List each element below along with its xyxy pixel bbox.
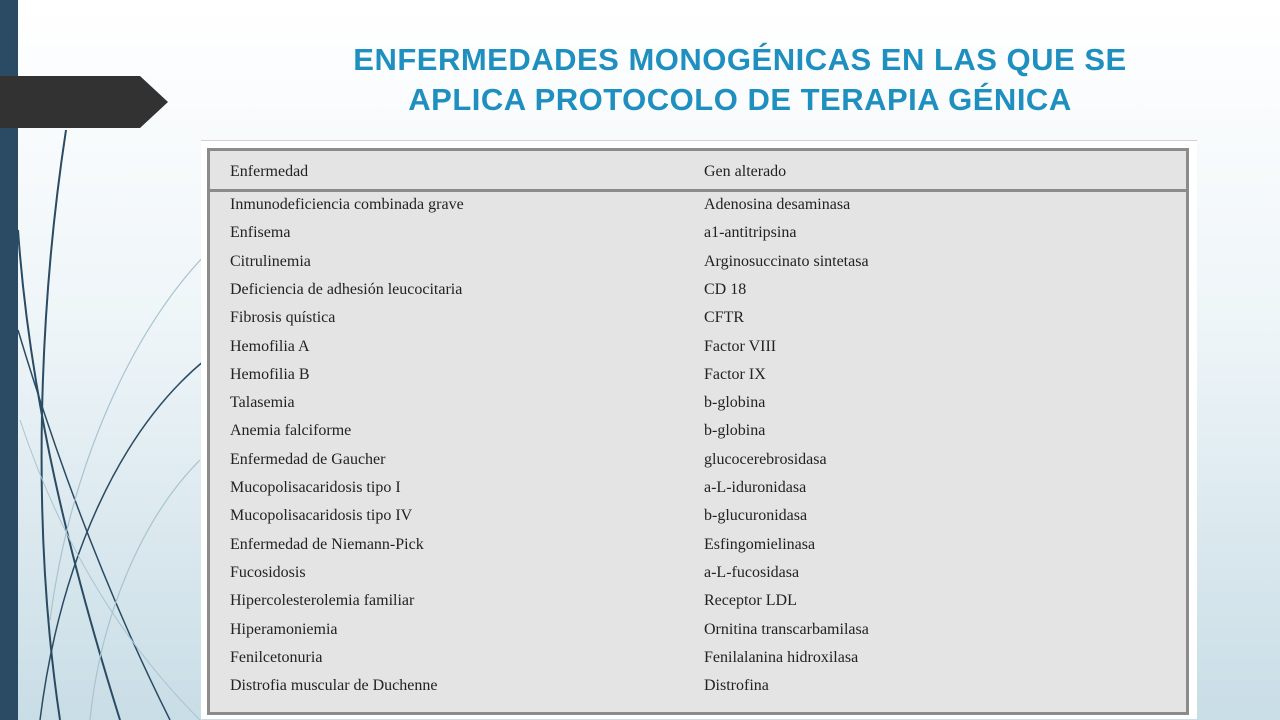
deco-line (42, 130, 66, 720)
gene-cell: Arginosuccinato sintetasa (704, 252, 869, 270)
disease-cell: Inmunodeficiencia combinada grave (230, 196, 464, 213)
gene-cell: Ornitina transcarbamilasa (704, 620, 869, 638)
disease-cell: Hemofilia A (230, 337, 310, 355)
table-row (210, 249, 1186, 277)
gene-cell: Fenilalanina hidroxilasa (704, 648, 859, 666)
deco-line (90, 460, 200, 720)
header-enfermedad: Enfermedad (230, 163, 309, 180)
gene-cell: CFTR (704, 309, 745, 327)
disease-cell: Hiperamoniemia (230, 620, 338, 638)
table-row (210, 532, 1186, 560)
disease-gene-table (207, 148, 1189, 715)
disease-cell: Enfermedad de Gaucher (230, 450, 386, 468)
gene-cell: b-glucuronidasa (704, 507, 808, 525)
gene-cell: b-globina (704, 394, 766, 412)
disease-cell: Anemia falciforme (230, 422, 352, 440)
gene-cell: a1-antitripsina (704, 224, 797, 242)
disease-cell: Citrulinemia (230, 252, 311, 270)
table-row (210, 475, 1186, 503)
disease-cell: Hemofilia B (230, 365, 310, 383)
table-row (210, 362, 1186, 390)
gene-cell: Adenosina desaminasa (704, 196, 851, 213)
arrow-tab-decoration (0, 76, 168, 128)
disease-cell: Enfermedad de Niemann-Pick (230, 535, 424, 553)
disease-cell: Mucopolisacaridosis tipo I (230, 479, 401, 496)
table-frame (201, 140, 1197, 719)
gene-cell: b-globina (704, 422, 766, 440)
table-row (210, 673, 1186, 701)
gene-cell: a-L-fucosidasa (704, 563, 800, 581)
disease-cell: Fucosidosis (230, 563, 306, 581)
table-row (210, 617, 1186, 645)
table-row (210, 334, 1186, 362)
gene-cell: glucocerebrosidasa (704, 450, 827, 468)
table-row (210, 560, 1186, 588)
slide-title (240, 40, 1240, 120)
gene-cell: Distrofina (704, 677, 769, 695)
table-row (210, 192, 1186, 220)
table-row (210, 418, 1186, 446)
disease-cell: Deficiencia de adhesión leucocitaria (230, 280, 463, 298)
table-row (210, 277, 1186, 305)
gene-cell: Factor VIII (704, 337, 777, 355)
disease-cell: Talasemia (230, 394, 295, 412)
gene-cell: a-L-iduronidasa (704, 479, 807, 496)
table-row (210, 588, 1186, 616)
gene-cell: Factor IX (704, 365, 766, 383)
disease-cell: Enfisema (230, 224, 291, 242)
header-gen-alterado: Gen alterado (704, 163, 787, 180)
disease-cell: Fenilcetonuria (230, 648, 323, 666)
table-row (210, 645, 1186, 673)
table-row (210, 447, 1186, 475)
table-header (210, 151, 1186, 192)
table-row (210, 305, 1186, 333)
disease-cell: Mucopolisacaridosis tipo IV (230, 507, 413, 525)
slide-title-line-2: APLICA PROTOCOLO DE TERAPIA GÉNICA (408, 82, 1072, 117)
gene-cell: Esfingomielinasa (704, 535, 816, 553)
disease-cell: Hipercolesterolemia familiar (230, 592, 415, 610)
slide-title-line-1: ENFERMEDADES MONOGÉNICAS EN LAS QUE SE (353, 42, 1127, 77)
gene-cell: Receptor LDL (704, 592, 797, 610)
deco-line (18, 330, 170, 720)
disease-cell: Distrofia muscular de Duchenne (230, 677, 438, 695)
deco-line (50, 250, 210, 620)
table-row (210, 503, 1186, 531)
table-row (210, 220, 1186, 248)
table-row (210, 390, 1186, 418)
disease-cell: Fibrosis quística (230, 309, 336, 327)
gene-cell: CD 18 (704, 280, 747, 298)
deco-line (18, 230, 120, 720)
